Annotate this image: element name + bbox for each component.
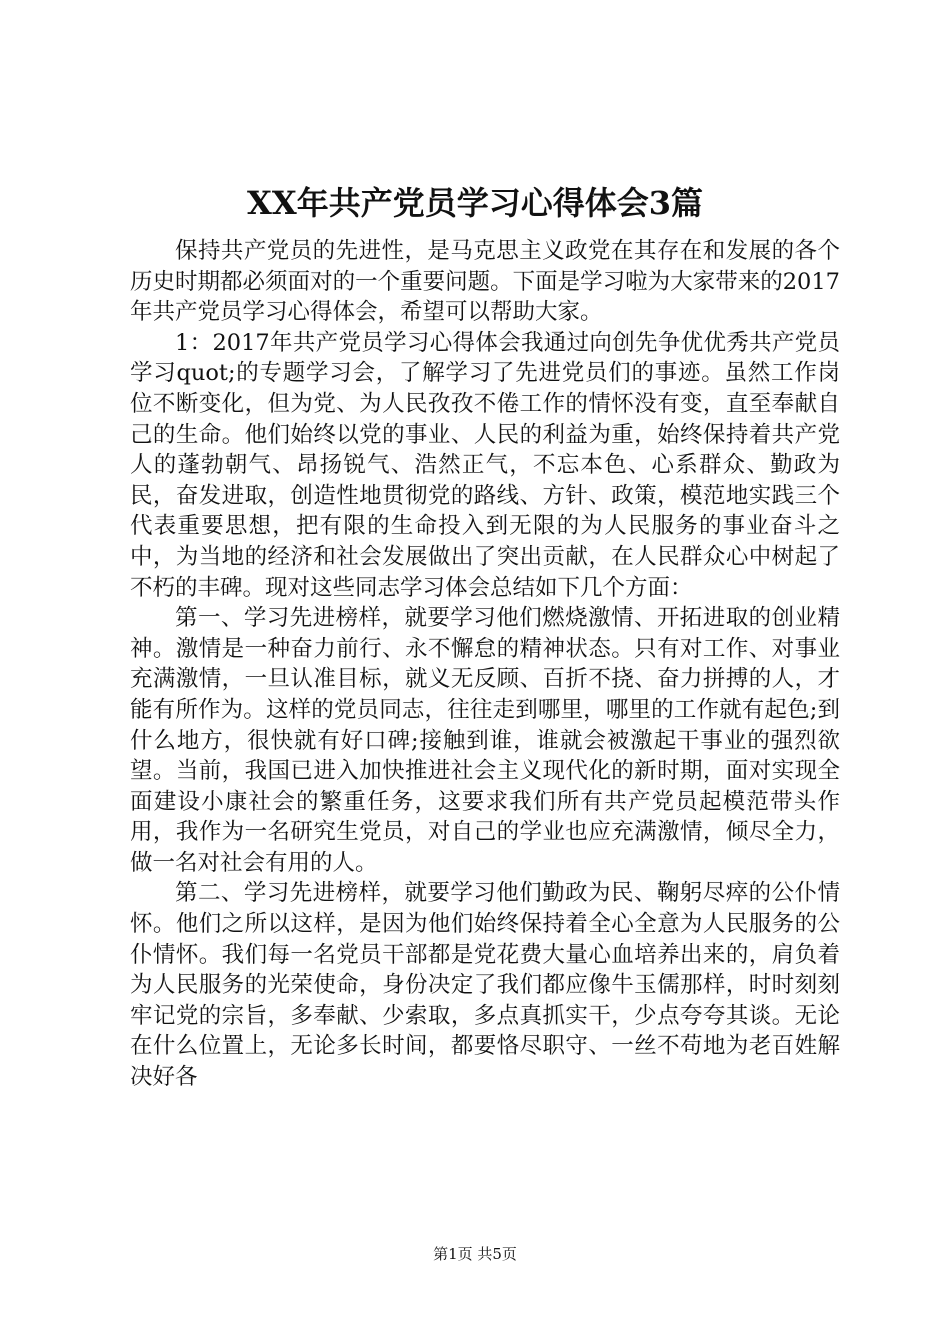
page-footer: 第1页 共5页	[433, 1245, 517, 1263]
paragraph-first-point: 第一、学习先进榜样，就要学习他们燃烧激情、开拓进取的创业精神。激情是一种奋力前行、永不懈怠的精神状态。只有对工作、对事业充满激情，一旦认准目标，就义无反顾、百折不挠、奋力拼搏的人，才能有所作为。这样的党员同志，往往走到哪里，哪里的工作就有起色;到什么地方，很快就有好口碑;接触到谁，谁就会被激起干事业的强烈欲望。当前，我国已进入加快推进社会主义现代化的新时期，面对实现全面建设小康社会的繁重任务，这要求我们所有共产党员起模范带头作用，我作为一名研究生党员，对自己的学业也应充满激情，倾尽全力，做一名对社会有用的人。	[130, 605, 840, 876]
paragraph-1: 1：2017年共产党员学习心得体会我通过向创先争优优秀共产党员学习quot;的专题学习会，了解学习了先进党员们的事迹。虽然工作岗位不断变化，但为党、为人民孜孜不倦工作的情怀没有变，直至奉献自己的生命。他们始终以党的事业、人民的利益为重，始终保持着共产党人的蓬勃朝气、昂扬锐气、浩然正气，不忘本色、心系群众、勤政为民，奋发进取，创造性地贯彻党的路线、方针、政策，模范地实践三个代表重要思想，把有限的生命投入到无限的为人民服务的事业奋斗之中，为当地的经济和社会发展做出了突出贡献，在人民群众心中树起了不朽的丰碑。现对这些同志学习体会总结如下几个方面：	[130, 329, 840, 601]
document-title: XX年共产党员学习心得体会3篇	[247, 184, 703, 222]
paragraph-intro: 保持共产党员的先进性，是马克思主义政党在其存在和发展的各个历史时期都必须面对的一个重要问题。下面是学习啦为大家带来的2017年共产党员学习心得体会，希望可以帮助大家。	[130, 238, 840, 326]
document-body	[130, 236, 840, 1093]
paragraph-second-point: 第二、学习先进榜样，就要学习他们勤政为民、鞠躬尽瘁的公仆情怀。他们之所以这样，是因为他们始终保持着全心全意为人民服务的公仆情怀。我们每一名党员干部都是党花费大量心血培养出来的，肩负着为人民服务的光荣使命，身份决定了我们都应像牛玉儒那样，时时刻刻牢记党的宗旨，多奉献、少索取，多点真抓实干，少点夸夸其谈。无论在什么位置上，无论多长时间，都要恪尽职守、一丝不苟地为老百姓解决好各	[130, 880, 840, 1091]
